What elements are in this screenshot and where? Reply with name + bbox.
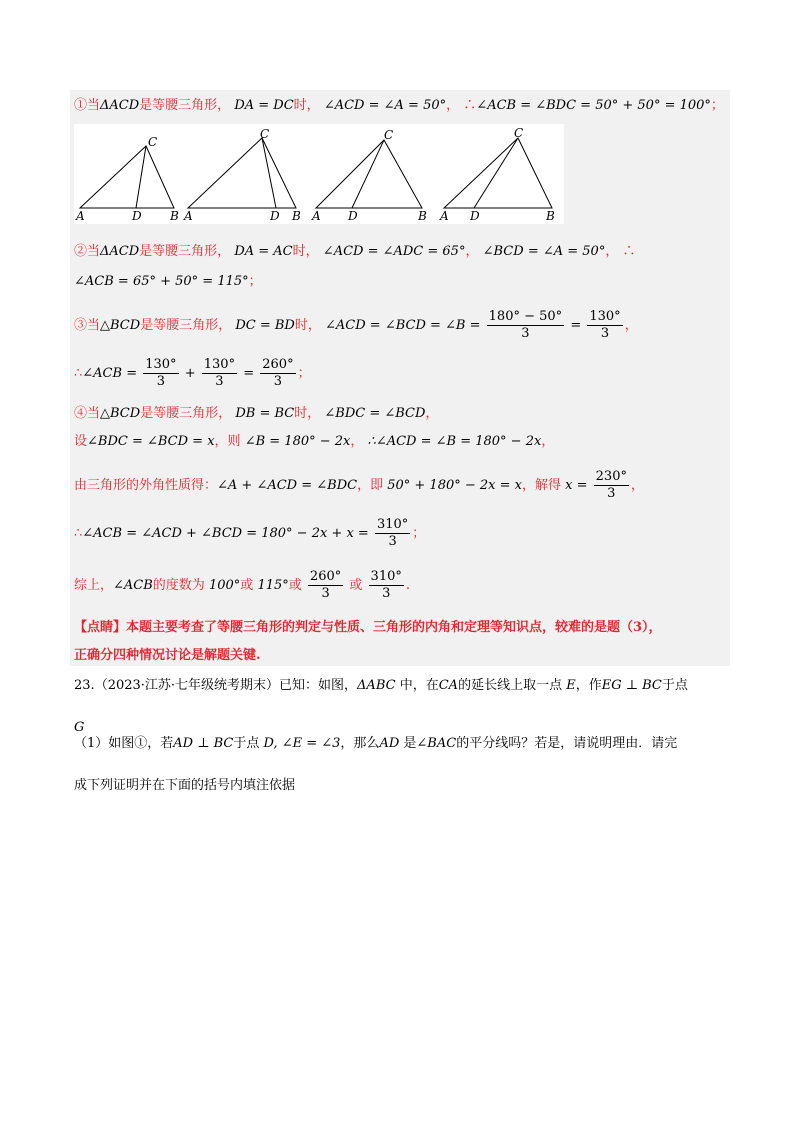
- label-d4: D: [470, 209, 480, 223]
- q23-line3: （1）如图①，若AD ⊥ BC于点 D, ∠E = ∠3，那么AD 是∠BAC的平分线吗？若是，请说明理由．请完: [74, 736, 678, 751]
- label-a3: A: [312, 209, 321, 223]
- comment-line2: 正确分四种情况讨论是解题关键.: [74, 648, 261, 663]
- label-c1: C: [148, 135, 158, 149]
- label-a4: A: [440, 209, 449, 223]
- case3-line1: ③当△BCD是等腰三角形， DC = BD时， ∠ACD = ∠BCD = ∠B = $\frac{180^\circ - 50^\circ}{3}$ = $\frac{130^\circ}{3}$ ，: [74, 309, 638, 341]
- comment-line1: 【点睛】本题主要考查了等腰三角形的判定与性质、三角形的内角和定理等知识点，较难的是题（3），: [74, 620, 662, 635]
- case4-line3: 由三角形的外角性质得：∠A + ∠ACD = ∠BDC，即 50° + 180° − 2x = x，解得 x = $\frac{230^\circ}{3}$ ，: [74, 469, 644, 501]
- label-b3: B: [418, 209, 427, 223]
- label-c2: C: [260, 127, 270, 141]
- q23-line4: 成下列证明并在下面的括号内填注依据: [74, 778, 296, 793]
- case4-line4: ∴∠ACB = ∠ACD + ∠BCD = 180° − 2x + x = $\frac{310^\circ}{3}$ ；: [74, 517, 426, 549]
- label-c3: C: [384, 128, 394, 142]
- case1-line: ①当ΔACD是等腰三角形， DA = DC时， ∠ACD = ∠A = 50°， ∴∠ACB = ∠BDC = 50° + 50° = 100°；: [74, 98, 724, 113]
- triangle-diagrams: [74, 124, 564, 224]
- label-d3: D: [348, 209, 358, 223]
- label-d1: D: [132, 209, 142, 223]
- summary-line: 综上，∠ACB的度数为 100°或 115°或 $\frac{260^\circ}{3}$ 或 $\frac{310^\circ}{3}$ .: [74, 569, 411, 601]
- label-a2: A: [184, 209, 193, 223]
- case4-line1: ④当△BCD是等腰三角形， DB = BC时， ∠BDC = ∠BCD，: [74, 406, 439, 421]
- case2-line2: ∠ACB = 65° + 50° = 115°；: [74, 274, 262, 289]
- label-c4: C: [514, 126, 524, 140]
- label-b4: B: [546, 209, 555, 223]
- label-a1: A: [76, 209, 85, 223]
- case3-line2: ∴∠ACB = $\frac{130^\circ}{3}$ + $\frac{130^\circ}{3}$ = $\frac{260^\circ}{3}$ ；: [74, 357, 311, 389]
- label-b2: B: [292, 209, 301, 223]
- case2-line1: ②当ΔACD是等腰三角形， DA = AC时， ∠ACD = ∠ADC = 65°， ∠BCD = ∠A = 50°， ∴: [74, 244, 636, 259]
- label-d2: D: [270, 209, 280, 223]
- label-b1: B: [170, 209, 179, 223]
- case4-line2: 设∠BDC = ∠BCD = x，则 ∠B = 180° − 2x， ∴∠ACD = ∠B = 180° − 2x，: [74, 434, 555, 449]
- triangle-figures: [74, 124, 564, 224]
- q23-line2: G: [74, 720, 85, 735]
- q23-line1: 23.（2023·江苏·七年级统考期末）已知：如图，ΔABC 中，在CA的延长线上取一点 E，作EG ⊥ BC于点: [74, 678, 688, 693]
